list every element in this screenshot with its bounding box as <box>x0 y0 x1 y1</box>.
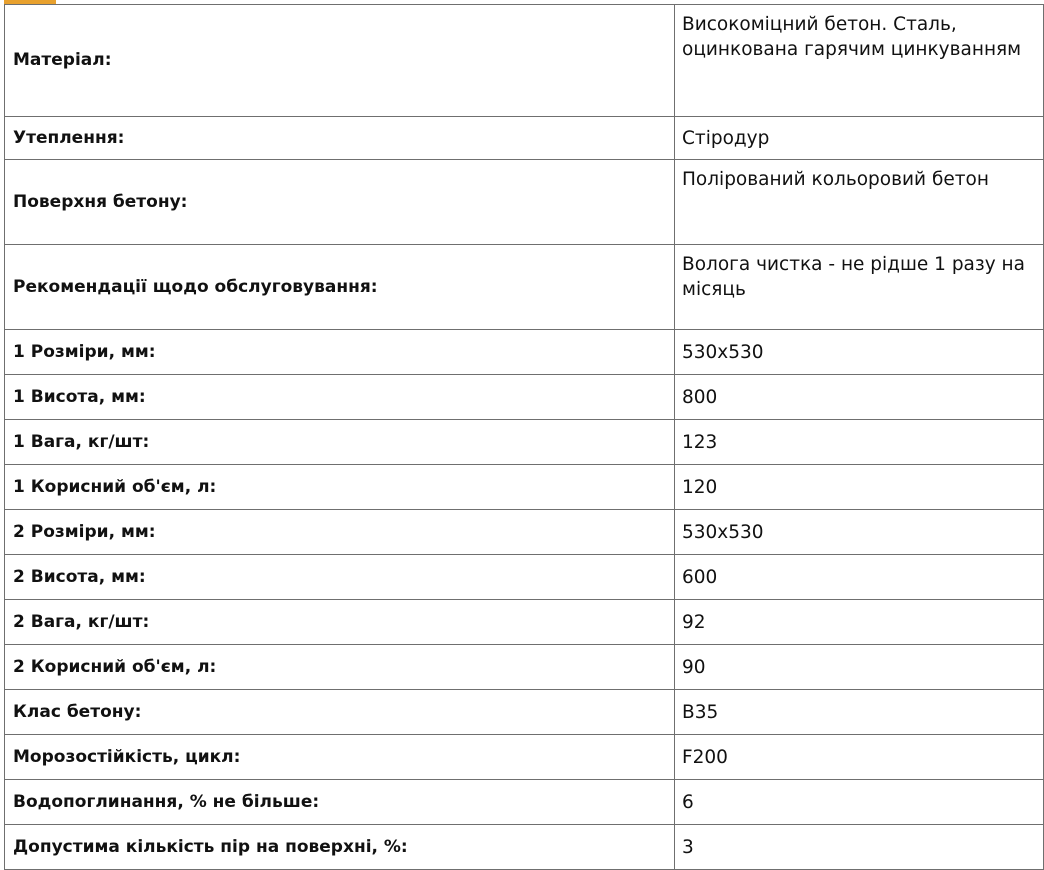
table-row-size-1 <box>5 330 1044 375</box>
spec-value: 600 <box>675 555 1044 600</box>
table-row-size-2 <box>5 510 1044 555</box>
spec-label: 1 Вага, кг/шт: <box>5 420 675 465</box>
table-row-water-absorption <box>5 780 1044 825</box>
spec-label: 1 Розміри, мм: <box>5 330 675 375</box>
spec-value: 120 <box>675 465 1044 510</box>
table-row-volume-2 <box>5 645 1044 690</box>
spec-value: 3 <box>675 825 1044 870</box>
table-row-frost-resistance <box>5 735 1044 780</box>
table-row-weight-1 <box>5 420 1044 465</box>
spec-label: Морозостійкість, цикл: <box>5 735 675 780</box>
spec-value: F200 <box>675 735 1044 780</box>
spec-label: Матеріал: <box>5 5 675 117</box>
table-row-height-2 <box>5 555 1044 600</box>
spec-value: Стіродур <box>675 117 1044 160</box>
table-row-surface-pores <box>5 825 1044 870</box>
table-row-concrete-class <box>5 690 1044 735</box>
spec-label: 2 Вага, кг/шт: <box>5 600 675 645</box>
spec-label: Допустима кількість пір на поверхні, %: <box>5 825 675 870</box>
table-row-material <box>5 5 1044 117</box>
spec-label: 2 Корисний об'єм, л: <box>5 645 675 690</box>
specifications-table <box>4 4 1044 870</box>
spec-value: 92 <box>675 600 1044 645</box>
spec-label: Клас бетону: <box>5 690 675 735</box>
table-row-concrete-surface <box>5 160 1044 245</box>
spec-value: 530x530 <box>675 510 1044 555</box>
spec-label: 2 Розміри, мм: <box>5 510 675 555</box>
spec-value: 123 <box>675 420 1044 465</box>
spec-value: Високоміцний бетон. Сталь, оцинкована гарячим цинкуванням <box>675 5 1044 117</box>
table-row-maintenance <box>5 245 1044 330</box>
spec-label: Рекомендації щодо обслуговування: <box>5 245 675 330</box>
spec-label: Поверхня бетону: <box>5 160 675 245</box>
table-row-insulation <box>5 117 1044 160</box>
spec-label: Утеплення: <box>5 117 675 160</box>
spec-value: 90 <box>675 645 1044 690</box>
spec-value: 6 <box>675 780 1044 825</box>
table-row-height-1 <box>5 375 1044 420</box>
spec-value: 800 <box>675 375 1044 420</box>
table-row-weight-2 <box>5 600 1044 645</box>
spec-label: Водопоглинання, % не більше: <box>5 780 675 825</box>
spec-label: 2 Висота, мм: <box>5 555 675 600</box>
spec-value: B35 <box>675 690 1044 735</box>
spec-label: 1 Висота, мм: <box>5 375 675 420</box>
spec-label: 1 Корисний об'єм, л: <box>5 465 675 510</box>
spec-value: Волога чистка - не рідше 1 разу на місяць <box>675 245 1044 330</box>
table-row-volume-1 <box>5 465 1044 510</box>
spec-value: Полірований кольоровий бетон <box>675 160 1044 245</box>
spec-value: 530x530 <box>675 330 1044 375</box>
